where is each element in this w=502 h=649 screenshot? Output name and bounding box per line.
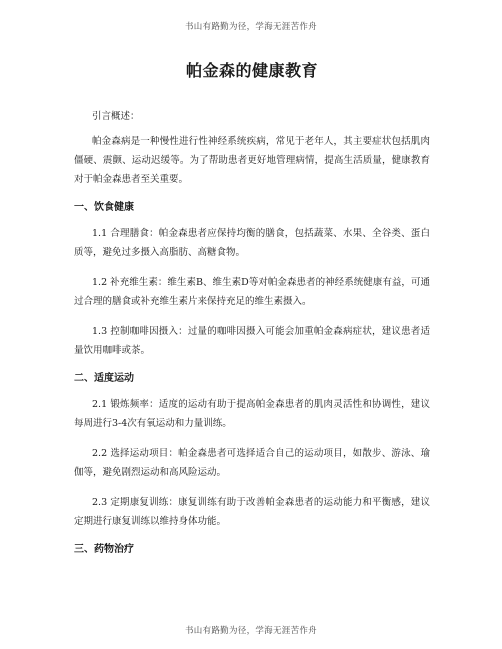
diet-item-1: 1.1 合理膳食：帕金森患者应保持均衡的膳食，包括蔬菜、水果、全谷类、蛋白质等，避免过多摄入高脂肪、高糖食物。	[74, 228, 430, 258]
intro-paragraph: 帕金森病是一种慢性进行性神经系统疾病，常见于老年人，其主要症状包括肌肉僵硬、震颤、运动迟缓等。为了帮助患者更好地管理病情，提高生活质量，健康教育对于帕金森患者至关重要。	[74, 136, 430, 185]
exercise-item-1: 2.1 锻炼频率：适度的运动有助于提高帕金森患者的肌肉灵活性和协调性，建议每周进行3-4次有氧运动和力量训练。	[74, 399, 430, 429]
exercise-item-3: 2.3 定期康复训练：康复训练有助于改善帕金森患者的运动能力和平衡感，建议定期进行康复训练以维持身体功能。	[74, 497, 430, 527]
exercise-item-2: 2.2 选择运动项目：帕金森患者可选择适合自己的运动项目，如散步、游泳、瑜伽等，避免剧烈运动和高风险运动。	[74, 448, 430, 478]
intro-label: 引言概述：	[92, 111, 140, 122]
section-heading-diet: 一、饮食健康	[74, 202, 134, 213]
diet-item-3: 1.3 控制咖啡因摄入：过量的咖啡因摄入可能会加重帕金森病症状，建议患者适量饮用咖啡或茶。	[74, 326, 430, 356]
diet-item-2: 1.2 补充维生素：维生素B、维生素D等对帕金森患者的神经系统健康有益，可通过合理的膳食或补充维生素片来保持充足的维生素摄入。	[74, 277, 430, 307]
section-heading-exercise: 二、适度运动	[74, 373, 134, 384]
page-footer: 书山有路勤为径，学海无涯苦作舟	[184, 626, 317, 636]
document-title: 帕金森的健康教育	[185, 61, 318, 80]
page-header: 书山有路勤为径，学海无涯苦作舟	[184, 22, 317, 32]
section-heading-medication: 三、药物治疗	[74, 544, 134, 555]
document-body	[74, 58, 430, 566]
